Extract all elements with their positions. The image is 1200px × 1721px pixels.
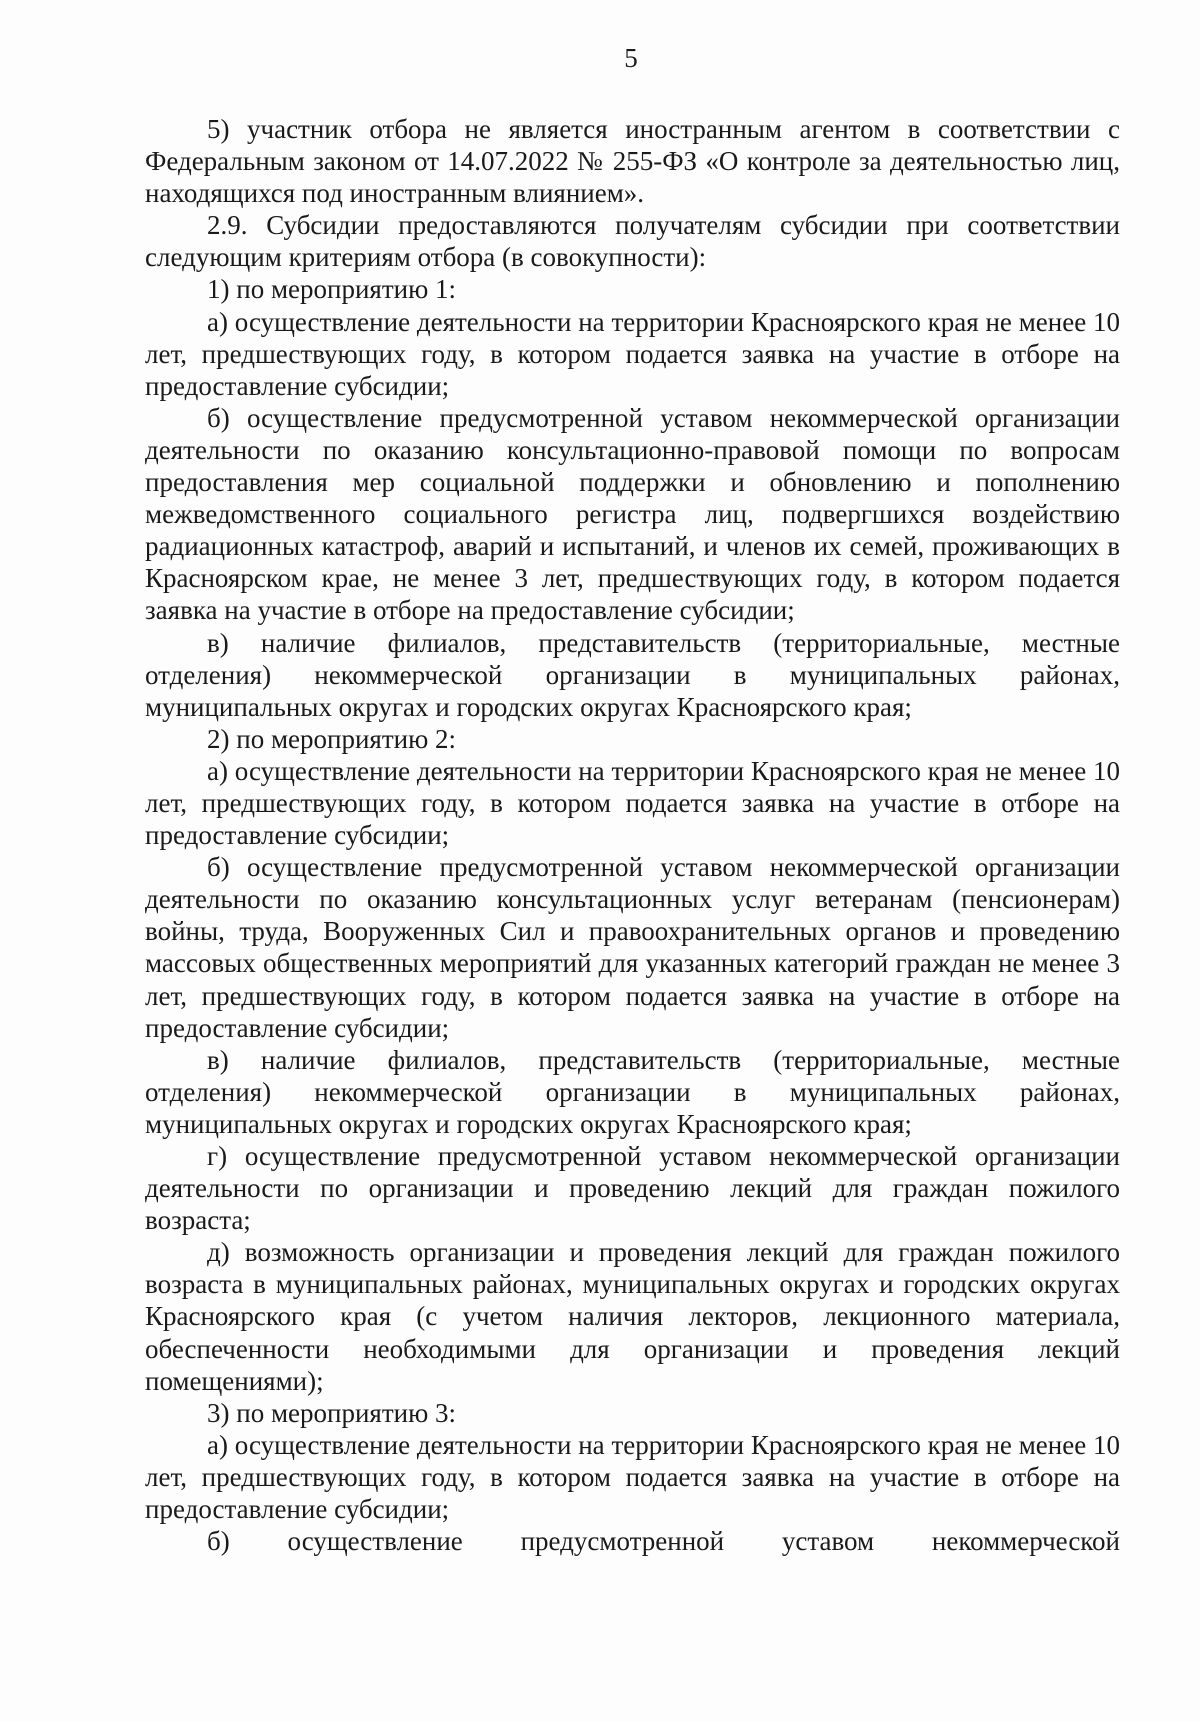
paragraph-measure-1: 1) по мероприятию 1:	[207, 274, 456, 305]
paragraph-measure-2-v: в) наличие филиалов, представительств (территориальные, местные отделения) некоммерческой организации в муниципальных районах, муниципальных округах и городских округах Красноярского края;	[145, 1044, 1120, 1139]
paragraph-2-9: 2.9. Субсидии предоставляются получателям субсидии при соответствии следующим критериям отбора (в совокупности):	[145, 210, 1120, 273]
page-number: 5	[624, 43, 638, 73]
paragraph-measure-2-d: д) возможность организации и проведения лекций для граждан пожилого возраста в муниципальных районах, муниципальных округах и городских округах Красноярского края (с учетом наличия лекторов, лекционного материала, обеспеченности необходимыми для организации и проведения лекций помещениями);	[145, 1237, 1120, 1396]
paragraph-measure-2-a: а) осуществление деятельности на территории Красноярского края не менее 10 лет, предшествующих году, в котором подается заявка на участие в отборе на предоставление субсидии;	[145, 755, 1120, 851]
paragraph-measure-2-b: б) осуществление предусмотренной уставом некоммерческой организации деятельности по оказанию консультационных услуг ветеранам (пенсионерам) войны, труда, Вооруженных Сил и правоохранительных органов и проведению массовых общественных мероприятий для указанных категорий граждан не менее 3 лет, предшествующих году, в котором подается заявка на участие в отборе на предоставление субсидии;	[145, 852, 1120, 1043]
paragraph-measure-2-g: г) осуществление предусмотренной уставом некоммерческой организации деятельности по организации и проведению лекций для граждан пожилого возраста;	[145, 1141, 1120, 1236]
paragraph-measure-1-v: в) наличие филиалов, представительств (территориальные, местные отделения) некоммерческой организации в муниципальных районах, муниципальных округах и городских округах Красноярского края;	[145, 627, 1120, 722]
paragraph-measure-3-b: б) осуществление предусмотренной уставом некоммерческой	[207, 1526, 1120, 1557]
paragraph-measure-1-a: а) осуществление деятельности на территории Красноярского края не менее 10 лет, предшествующих году, в котором подается заявка на участие в отборе на предоставление субсидии;	[145, 306, 1120, 401]
paragraph-measure-3: 3) по мероприятию 3:	[207, 1397, 456, 1428]
document-body	[145, 113, 1120, 1557]
paragraph-measure-3-a: а) осуществление деятельности на территории Красноярского края не менее 10 лет, предшествующих году, в котором подается заявка на участие в отборе на предоставление субсидии;	[145, 1429, 1120, 1525]
paragraph-measure-1-b: б) осуществление предусмотренной уставом некоммерческой организации деятельности по оказанию консультационно-правовой помощи по вопросам предоставления мер социальной поддержки и обновлению и пополнению межведомственного социального регистра лиц, подвергшихся воздействию радиационных катастроф, аварий и испытаний, и членов их семей, проживающих в Красноярском крае, не менее 3 лет, предшествующих году, в котором подается заявка на участие в отборе на предоставление субсидии;	[145, 402, 1120, 626]
paragraph-measure-2: 2) по мероприятию 2:	[207, 723, 456, 754]
paragraph-foreign-agent: 5) участник отбора не является иностранным агентом в соответствии с Федеральным законом от 14.07.2022 № 255-ФЗ «О контроле за деятельностью лиц, находящихся под иностранным влиянием».	[145, 114, 1120, 209]
